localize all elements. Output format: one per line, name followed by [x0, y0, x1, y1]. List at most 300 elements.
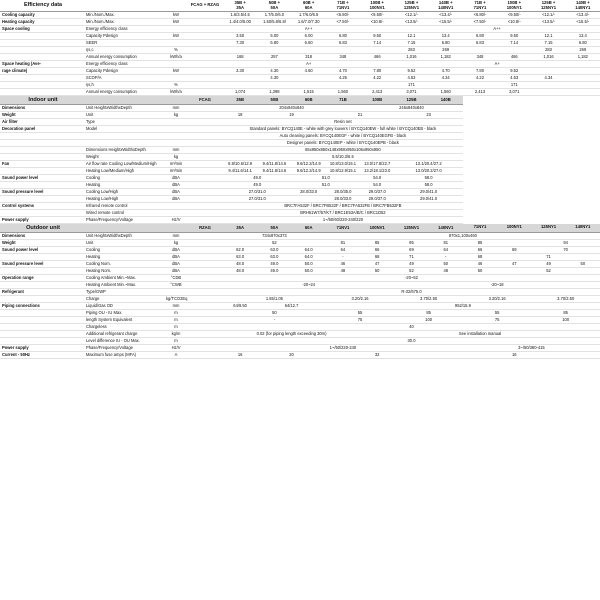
row-sublabel: Cooling: [85, 247, 165, 254]
row-unit: kW: [165, 68, 187, 75]
cell-value: 13.2/18.1/23.0: [360, 168, 394, 175]
cell-value: 75: [326, 317, 395, 324]
row-sublabel: Heating Low/High: [85, 196, 165, 203]
row-series-blank: [187, 282, 223, 289]
cell-value: 52: [497, 268, 600, 275]
cell-value: 4.30: [257, 75, 291, 82]
row-label: [0, 147, 85, 154]
row-unit: mm: [165, 105, 187, 112]
model-header: 71NY1: [463, 224, 497, 233]
cell-value: 10.8/12.9/15.1: [326, 168, 360, 175]
model-header: 125B + 125NV1: [394, 0, 428, 12]
row-label: [0, 75, 85, 82]
row-series-blank: [187, 317, 223, 324]
row-series-blank: [187, 303, 223, 310]
row-unit: mm: [165, 147, 187, 154]
row-label: Current - 50Hz: [0, 352, 85, 359]
table-row: [0, 112, 600, 119]
cell-value: 9.4/11.8/14.6: [257, 161, 291, 168]
cell-value: 1,182: [429, 54, 463, 61]
row-unit: Hz/V: [165, 217, 187, 224]
cell-value: [292, 47, 326, 54]
row-unit: dBA: [165, 182, 187, 189]
table-row: [0, 240, 600, 247]
row-series-blank: [187, 126, 223, 133]
cell-value: 50: [566, 261, 600, 268]
row-label: Cooling capacity: [0, 12, 85, 19]
cell-value: 13.0/17.8/22.7: [360, 161, 394, 168]
table-row: [0, 40, 600, 47]
row-label: Refrigerant: [0, 289, 85, 296]
cell-value: 1.6/7.0/7.30: [292, 19, 326, 26]
cell-value: 94: [531, 240, 600, 247]
row-sublabel: Wired remote control: [85, 210, 165, 217]
table-row: [0, 126, 600, 133]
cell-value: 16: [429, 352, 600, 359]
row-unit: m: [165, 338, 187, 345]
model-header: 50B: [257, 96, 291, 105]
model-header: 100NV1: [360, 224, 394, 233]
row-series-blank: [187, 26, 223, 33]
cell-value: 62.0: [223, 247, 257, 254]
cell-value: See installation manual: [360, 331, 600, 338]
section-title: Indoor unit: [0, 96, 85, 105]
row-sublabel: Energy efficiency class: [85, 61, 165, 68]
cell-value: 171: [394, 82, 428, 89]
row-sublabel: Heating Nom.: [85, 268, 165, 275]
table-row: [0, 268, 600, 275]
cell-value: 71: [497, 254, 600, 261]
table-row: [0, 352, 600, 359]
row-label: rage climate): [0, 68, 85, 75]
model-header: 35B: [223, 96, 257, 105]
cell-value: 48.0: [223, 261, 257, 268]
cell-value: 64: [326, 247, 360, 254]
header-unit-blank: [165, 224, 187, 233]
cell-value: 13.4: [566, 33, 600, 40]
cell-value: [566, 68, 600, 75]
row-unit: kW: [165, 12, 187, 19]
cell-value: 5.5/10.3/6.5: [223, 154, 463, 161]
row-unit: m: [165, 310, 187, 317]
cell-value: 64: [429, 247, 463, 254]
row-sublabel: SEER: [85, 40, 165, 47]
cell-value: 1,074: [223, 89, 257, 96]
cell-value: 1.7/5.0/6.0: [257, 12, 291, 19]
row-series-blank: [187, 133, 223, 140]
row-series-blank: [187, 331, 223, 338]
row-label: [0, 254, 85, 261]
cell-value: 168: [223, 54, 257, 61]
row-unit: %: [165, 47, 187, 54]
cell-value: 6.83: [463, 40, 497, 47]
row-sublabel: length System Equivalent: [85, 317, 165, 324]
cell-value: 48: [326, 268, 360, 275]
model-header: 140B + 140NY1: [566, 0, 600, 12]
cell-value: [497, 47, 531, 54]
section-header-row: [0, 96, 600, 105]
row-sublabel: Additional refrigerant charge: [85, 331, 165, 338]
row-unit: dBA: [165, 268, 187, 275]
cell-value: [257, 47, 291, 54]
row-sublabel: Type: [85, 119, 165, 126]
cell-value: 246x840x840: [360, 105, 463, 112]
row-series-blank: [187, 112, 223, 119]
cell-value: 9.6/12.2/14.9: [292, 168, 326, 175]
row-label: [0, 47, 85, 54]
row-sublabel: Min./Nom./Max.: [85, 19, 165, 26]
cell-value: 13.0/20.2/27.0: [394, 168, 463, 175]
cell-value: 6.83: [326, 40, 360, 47]
table-row: [0, 154, 600, 161]
cell-value: 4.53: [497, 75, 531, 82]
row-label: Heating capacity: [0, 19, 85, 26]
cell-value: 95: [394, 240, 428, 247]
row-unit: [165, 140, 187, 147]
row-unit: m³/min: [165, 161, 187, 168]
model-header: 140NY1: [566, 224, 600, 233]
merged-value: A+: [394, 61, 600, 68]
cell-value: 28.0/33.0: [326, 196, 360, 203]
table-row: [0, 196, 600, 203]
header-unit-blank: [165, 0, 187, 12]
table-row: [0, 324, 600, 331]
row-label: [0, 133, 85, 140]
cell-value: 48: [429, 268, 463, 275]
model-header: 50A: [257, 224, 291, 233]
row-sublabel: Maximum fuse amps (MFA): [85, 352, 165, 359]
cell-value: 29.0/41.0: [394, 196, 463, 203]
cell-value: 6.80: [326, 33, 360, 40]
section-title: Outdoor unit: [0, 224, 85, 233]
cell-value: 50: [429, 261, 463, 268]
cell-value: 21: [326, 112, 395, 119]
row-sublabel: Unit HeightxWidthxDepth: [85, 233, 165, 240]
table-row: [0, 33, 600, 40]
cell-value: [223, 75, 257, 82]
cell-value: 29.0/37.0: [360, 189, 394, 196]
cell-value: 1,182: [566, 54, 600, 61]
cell-value: 9.50: [497, 33, 531, 40]
table-row: [0, 189, 600, 196]
row-unit: [165, 126, 187, 133]
row-series-blank: [187, 240, 223, 247]
row-series-blank: [187, 210, 223, 217]
row-sublabel: Charge: [85, 296, 165, 303]
row-unit: [165, 133, 187, 140]
row-series-blank: [187, 68, 223, 75]
row-sublabel: Air flow rate Cooling Low/Medium/High: [85, 161, 165, 168]
row-label: Piping connections: [0, 303, 85, 310]
cell-value: [566, 75, 600, 82]
cell-value: 257: [257, 54, 291, 61]
row-unit: m³/min: [165, 168, 187, 175]
cell-value: 870x1,100x460: [326, 233, 600, 240]
row-series-blank: [187, 203, 223, 210]
row-sublabel: Phase/Frequency/Voltage: [85, 345, 165, 352]
cell-value: 66: [360, 247, 394, 254]
row-sublabel: SCOP/A: [85, 75, 165, 82]
row-sublabel: Capacity Pdesign: [85, 33, 165, 40]
model-header: 35B + 35A: [223, 0, 257, 12]
cell-value: <15.5/-: [429, 19, 463, 26]
cell-value: 4.70: [429, 68, 463, 75]
table-row: [0, 105, 600, 112]
table-row: [0, 140, 600, 147]
cell-value: 40: [223, 324, 600, 331]
cell-value: 81: [326, 240, 360, 247]
cell-value: <13.5/-: [531, 19, 565, 26]
row-series-blank: [187, 147, 223, 154]
model-header: 140NV1: [429, 224, 463, 233]
row-label: [0, 154, 85, 161]
row-unit: [165, 61, 187, 68]
row-label: Weight: [0, 240, 85, 247]
row-unit: [165, 210, 187, 217]
cell-value: 1,560: [326, 89, 360, 96]
cell-value: 3.70/2.50: [531, 296, 600, 303]
row-sublabel: Infrared remote control: [85, 203, 165, 210]
table-row: [0, 168, 600, 175]
row-sublabel: Unit HeightxWidthxDepth: [85, 105, 165, 112]
cell-value: 49.0: [223, 175, 292, 182]
row-label: [0, 268, 85, 275]
table-row: [0, 331, 600, 338]
cell-value: 100: [531, 317, 600, 324]
cell-value: 16: [223, 352, 257, 359]
row-label: Space heating (Ave-: [0, 61, 85, 68]
row-unit: dBA: [165, 189, 187, 196]
row-sublabel: Energy efficiency class: [85, 26, 165, 33]
model-header: 140B: [429, 96, 463, 105]
cell-value: 9.4/11.8/14.6: [257, 168, 291, 175]
cell-value: 12.1: [394, 33, 428, 40]
table-row: [0, 310, 600, 317]
row-sublabel: Capacity Pdesign: [85, 68, 165, 75]
header-sub-blank: [85, 96, 165, 105]
row-series-blank: [187, 89, 223, 96]
row-series-blank: [187, 310, 223, 317]
cell-value: 70: [531, 247, 600, 254]
row-label: [0, 310, 85, 317]
cell-value: <7.50/-: [326, 19, 360, 26]
row-label: [0, 296, 85, 303]
row-sublabel: ηs,h: [85, 82, 165, 89]
cell-value: [429, 82, 463, 89]
table-row: [0, 217, 600, 224]
cell-value: 1,016: [531, 54, 565, 61]
cell-value: 64/12.7: [257, 303, 326, 310]
cell-value: -: [223, 317, 326, 324]
series-label: FCAG: [187, 96, 223, 105]
row-sublabel: Cooling Ambient Min.~Max.: [85, 275, 165, 282]
model-header: 60A: [292, 224, 326, 233]
row-unit: m: [165, 317, 187, 324]
table-row: [0, 233, 600, 240]
cell-value: 85: [463, 240, 497, 247]
row-series-blank: [187, 105, 223, 112]
table-row: [0, 210, 600, 217]
cell-value: 49.0: [257, 268, 291, 275]
model-header: 100B: [360, 96, 394, 105]
merged-value: A+: [223, 61, 394, 68]
row-series-blank: [187, 338, 223, 345]
cell-value: <9.50/-: [497, 12, 531, 19]
row-unit: [165, 289, 187, 296]
cell-value: 100: [394, 317, 463, 324]
row-series-blank: [187, 189, 223, 196]
cell-value: [292, 75, 326, 82]
cell-value: 71: [394, 254, 428, 261]
cell-value: 2,413: [463, 89, 497, 96]
table-row: [0, 182, 600, 189]
cell-value: 28.0/33.0: [292, 189, 326, 196]
cell-value: 952/15.9: [326, 303, 600, 310]
row-sublabel: Heating Low/Medium/High: [85, 168, 165, 175]
cell-value: 13.1/20.4/27.2: [394, 161, 463, 168]
cell-value: 69: [497, 247, 531, 254]
section-title: Efficiency data: [0, 0, 85, 12]
cell-value: [463, 47, 497, 54]
cell-value: 1,515: [292, 89, 326, 96]
table-row: [0, 247, 600, 254]
row-series-blank: [187, 119, 223, 126]
cell-value: 54.0: [360, 175, 394, 182]
model-header: 71B + 71NY1: [463, 0, 497, 12]
model-header: 71B + 71NV1: [326, 0, 360, 12]
cell-value: 47: [360, 261, 394, 268]
cell-value: <12.1/-: [394, 12, 428, 19]
cell-value: 48.0: [223, 268, 257, 275]
row-unit: dBA: [165, 254, 187, 261]
cell-value: [531, 89, 565, 96]
row-series-blank: [187, 261, 223, 268]
row-series-blank: [187, 47, 223, 54]
table-row: [0, 61, 600, 68]
cell-value: 58.0: [394, 182, 463, 189]
cell-value: 1~/50/220-240: [223, 345, 463, 352]
row-label: Sound pressure level: [0, 189, 85, 196]
cell-value: 6.80: [463, 33, 497, 40]
cell-value: [223, 82, 257, 89]
cell-value: 4.70: [326, 68, 360, 75]
row-label: Sound power level: [0, 175, 85, 182]
table-row: [0, 175, 600, 182]
cell-value: 204x840x840: [223, 105, 360, 112]
row-sublabel: Min./Nom./Max.: [85, 12, 165, 19]
cell-value: 6.80: [566, 40, 600, 47]
row-label: [0, 196, 85, 203]
row-series-blank: [187, 61, 223, 68]
cell-value: [566, 89, 600, 96]
row-unit: mm: [165, 233, 187, 240]
cell-value: 7.30: [223, 40, 257, 47]
section-header-row: [0, 0, 600, 12]
row-unit: dBA: [165, 196, 187, 203]
cell-value: 466: [497, 54, 531, 61]
row-label: Air filter: [0, 119, 85, 126]
cell-value: 69: [394, 247, 428, 254]
cell-value: 3,071: [394, 89, 428, 96]
row-sublabel: Heating: [85, 182, 165, 189]
model-header: 71NV1: [326, 224, 360, 233]
cell-value: 1,560: [429, 89, 463, 96]
cell-value: 50: [463, 268, 497, 275]
row-sublabel: [85, 140, 165, 147]
row-series-blank: [187, 233, 223, 240]
row-label: [0, 40, 85, 47]
cell-value: 7.15: [531, 40, 565, 47]
cell-value: 49.0: [257, 261, 291, 268]
cell-value: -: [429, 254, 463, 261]
cell-value: 63.0: [223, 254, 257, 261]
row-label: Weight: [0, 112, 85, 119]
cell-value: 1,016: [394, 54, 428, 61]
table-row: [0, 317, 600, 324]
row-label: Operation range: [0, 275, 85, 282]
row-sublabel: Cooling Nom.: [85, 261, 165, 268]
cell-value: 18: [223, 112, 257, 119]
table-row: [0, 161, 600, 168]
row-sublabel: Phase/Frequency/Voltage: [85, 217, 165, 224]
cell-value: -20~52: [223, 275, 600, 282]
cell-value: 75: [463, 317, 532, 324]
row-label: [0, 140, 85, 147]
model-header: 71B: [326, 96, 360, 105]
cell-value: [497, 240, 531, 247]
cell-value: Auto cleaning panels: BYCQ140EGF - white / BYCQ140EGFB - black: [223, 133, 463, 140]
row-label: [0, 33, 85, 40]
model-header: 100B + 100NV1: [360, 0, 394, 12]
cell-value: -: [326, 254, 360, 261]
row-unit: °CDB: [165, 275, 187, 282]
cell-value: 68: [360, 254, 394, 261]
model-header: 125NV1: [394, 224, 428, 233]
cell-value: 58.0: [394, 175, 463, 182]
row-unit: kg/m: [165, 331, 187, 338]
row-label: [0, 282, 85, 289]
cell-value: 269: [566, 47, 600, 54]
cell-value: 66: [463, 247, 497, 254]
table-row: [0, 261, 600, 268]
table-row: [0, 47, 600, 54]
row-unit: kg: [165, 154, 187, 161]
row-sublabel: Chargeless: [85, 324, 165, 331]
row-unit: [165, 75, 187, 82]
cell-value: 4.30: [257, 68, 291, 75]
row-series-blank: [187, 352, 223, 359]
row-label: Space cooling: [0, 26, 85, 33]
cell-value: 1,398: [257, 89, 291, 96]
row-unit: %: [165, 82, 187, 89]
table-row: [0, 296, 600, 303]
row-label: [0, 317, 85, 324]
cell-value: 55: [326, 310, 395, 317]
cell-value: 9.4/11.6/14.1: [223, 168, 257, 175]
cell-value: 9.6/12.2/14.9: [292, 161, 326, 168]
row-label: Power supply: [0, 217, 85, 224]
model-header: 60B: [292, 96, 326, 105]
model-header: 100B + 100NY1: [497, 0, 531, 12]
cell-value: 64.0: [292, 254, 326, 261]
row-label: Decoration panel: [0, 126, 85, 133]
row-sublabel: Dimensions HeightxWidthxDepth: [85, 147, 165, 154]
cell-value: 51.0: [292, 175, 361, 182]
row-unit: [165, 203, 187, 210]
row-unit: kg: [165, 112, 187, 119]
row-sublabel: Model: [85, 126, 165, 133]
cell-value: 4.25: [326, 75, 360, 82]
